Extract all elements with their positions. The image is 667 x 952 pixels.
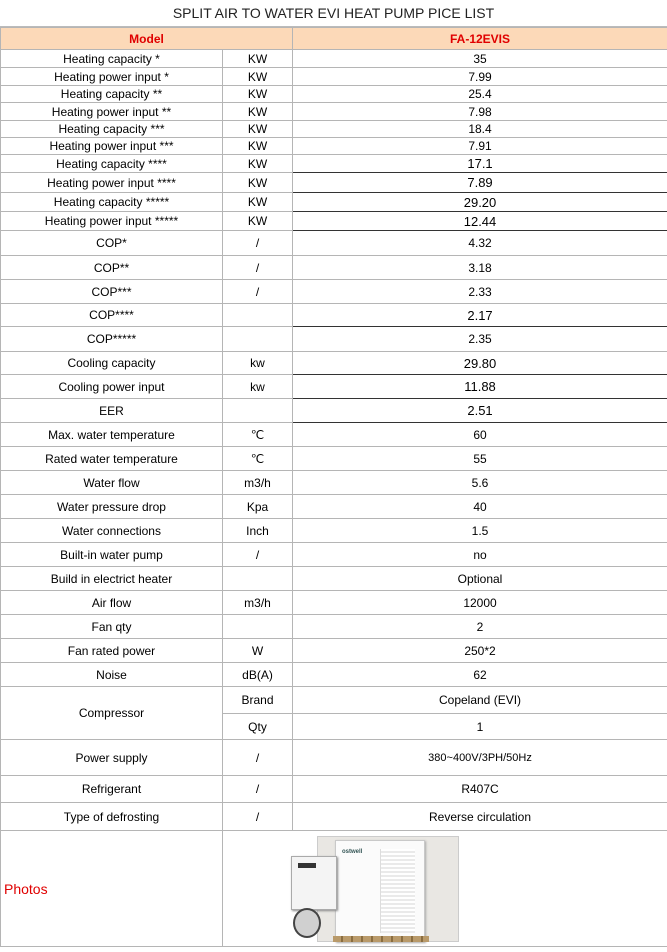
spec-param: Heating capacity ***: [1, 121, 223, 138]
spec-row: [1, 193, 667, 212]
spec-unit: KW: [223, 50, 293, 68]
spec-param: Heating power input ****: [1, 173, 223, 193]
spec-unit: /: [223, 280, 293, 304]
spec-param: Heating capacity ****: [1, 155, 223, 173]
compressor-qty-value: 1: [293, 714, 667, 740]
spec-unit: ℃: [223, 447, 293, 471]
spec-row: [1, 138, 667, 155]
spec-row: [1, 103, 667, 121]
spec-row: [1, 121, 667, 138]
compressor-qty-label: Qty: [223, 714, 293, 740]
spec-param: Power supply: [1, 740, 223, 776]
spec-row: [1, 256, 667, 280]
spec-unit: /: [223, 231, 293, 256]
spec-value: 35: [293, 50, 667, 68]
spec-unit: kw: [223, 375, 293, 399]
compressor-row: [1, 687, 667, 714]
spec-param: Air flow: [1, 591, 223, 615]
spec-unit: KW: [223, 173, 293, 193]
spec-unit: m3/h: [223, 591, 293, 615]
compressor-brand-label: Brand: [223, 687, 293, 714]
spec-row: [1, 375, 667, 399]
spec-value: 18.4: [293, 121, 667, 138]
compressor-brand-value: Copeland (EVI): [293, 687, 667, 714]
spec-param: COP****: [1, 304, 223, 327]
spec-unit: KW: [223, 155, 293, 173]
spec-unit: kw: [223, 352, 293, 375]
spec-row: [1, 447, 667, 471]
spec-param: Rated water temperature: [1, 447, 223, 471]
spec-row: [1, 68, 667, 86]
spec-unit: [223, 304, 293, 327]
spec-unit: [223, 399, 293, 423]
spec-param: Heating power input *: [1, 68, 223, 86]
spec-table: [0, 27, 667, 947]
spec-value: 60: [293, 423, 667, 447]
spec-param: COP*: [1, 231, 223, 256]
spec-value: 4.32: [293, 231, 667, 256]
spec-unit: KW: [223, 212, 293, 231]
spec-value: 40: [293, 495, 667, 519]
spec-row: [1, 352, 667, 375]
spec-param: Water connections: [1, 519, 223, 543]
spec-value: 62: [293, 663, 667, 687]
spec-param: Built-in water pump: [1, 543, 223, 567]
spec-row: [1, 615, 667, 639]
spec-row: [1, 740, 667, 776]
compressor-label: Compressor: [1, 687, 223, 740]
controller-screen: [298, 863, 316, 868]
spec-value: no: [293, 543, 667, 567]
spec-value: 2.33: [293, 280, 667, 304]
spec-param: COP*****: [1, 327, 223, 352]
sheet-title: SPLIT AIR TO WATER EVI HEAT PUMP PICE LIST: [0, 0, 667, 27]
indoor-unit-image: [291, 856, 337, 910]
spec-row: [1, 519, 667, 543]
spec-unit: /: [223, 256, 293, 280]
spec-value: 2: [293, 615, 667, 639]
spec-unit: KW: [223, 121, 293, 138]
spec-unit: KW: [223, 103, 293, 121]
spec-value: 5.6: [293, 471, 667, 495]
spec-row: [1, 471, 667, 495]
spec-value: 250*2: [293, 639, 667, 663]
spec-value: R407C: [293, 776, 667, 803]
spec-value: 29.20: [293, 193, 667, 212]
spec-unit: /: [223, 803, 293, 831]
spec-value: 3.18: [293, 256, 667, 280]
spec-param: COP**: [1, 256, 223, 280]
spec-row: [1, 399, 667, 423]
spec-param: COP***: [1, 280, 223, 304]
spec-value: 2.51: [293, 399, 667, 423]
spec-row: [1, 50, 667, 68]
spec-row: [1, 86, 667, 103]
spec-param: Cooling power input: [1, 375, 223, 399]
spec-row: [1, 173, 667, 193]
spec-unit: [223, 567, 293, 591]
spec-value: 7.89: [293, 173, 667, 193]
spec-unit: W: [223, 639, 293, 663]
spec-row: [1, 155, 667, 173]
spec-unit: KW: [223, 86, 293, 103]
spec-row: [1, 231, 667, 256]
spec-row: [1, 304, 667, 327]
spec-value: 2.17: [293, 304, 667, 327]
spec-unit: KW: [223, 68, 293, 86]
spec-value: 12.44: [293, 212, 667, 231]
photos-label: Photos: [1, 831, 223, 947]
spec-value: 1.5: [293, 519, 667, 543]
spec-value: 7.98: [293, 103, 667, 121]
spec-param: Type of defrosting: [1, 803, 223, 831]
spec-param: EER: [1, 399, 223, 423]
spec-param: Fan rated power: [1, 639, 223, 663]
spec-param: Water flow: [1, 471, 223, 495]
spec-value: 7.99: [293, 68, 667, 86]
spec-value: 25.4: [293, 86, 667, 103]
spec-value: 380~400V/3PH/50Hz: [293, 740, 667, 776]
model-header-row: [1, 28, 667, 50]
unit-grille: [380, 849, 415, 933]
spec-unit: Kpa: [223, 495, 293, 519]
product-photo: [223, 831, 667, 947]
spec-param: Refrigerant: [1, 776, 223, 803]
brand-logo: ostwell: [342, 848, 363, 855]
spec-row: [1, 776, 667, 803]
spec-param: Heating capacity *: [1, 50, 223, 68]
outdoor-unit-image: [335, 840, 425, 942]
spec-param: Noise: [1, 663, 223, 687]
spec-value: Optional: [293, 567, 667, 591]
spec-param: Max. water temperature: [1, 423, 223, 447]
spec-unit: m3/h: [223, 471, 293, 495]
spec-row: [1, 495, 667, 519]
spec-unit: KW: [223, 138, 293, 155]
spec-row: [1, 212, 667, 231]
spec-param: Heating power input **: [1, 103, 223, 121]
spec-unit: ℃: [223, 423, 293, 447]
spec-row: [1, 543, 667, 567]
spec-unit: Inch: [223, 519, 293, 543]
spec-unit: /: [223, 776, 293, 803]
spec-row: [1, 280, 667, 304]
spec-param: Heating power input ***: [1, 138, 223, 155]
spec-unit: [223, 615, 293, 639]
model-label: Model: [1, 28, 293, 50]
spec-row: [1, 327, 667, 352]
spec-param: Heating capacity **: [1, 86, 223, 103]
spec-value: 12000: [293, 591, 667, 615]
spec-row: [1, 591, 667, 615]
spec-value: 2.35: [293, 327, 667, 352]
spec-row: [1, 663, 667, 687]
heat-pump-photo: [223, 832, 667, 946]
spec-value: 11.88: [293, 375, 667, 399]
spec-param: Fan qty: [1, 615, 223, 639]
spec-param: Build in electrict heater: [1, 567, 223, 591]
model-name: FA-12EVIS: [293, 28, 667, 50]
spec-param: Cooling capacity: [1, 352, 223, 375]
pallet-image: [333, 936, 429, 942]
spec-param: Heating capacity *****: [1, 193, 223, 212]
spec-value: 17.1: [293, 155, 667, 173]
water-pump-image: [293, 908, 321, 938]
spec-unit: /: [223, 543, 293, 567]
spec-row: [1, 567, 667, 591]
photos-row: [1, 831, 667, 947]
spec-unit: /: [223, 740, 293, 776]
spec-value: Reverse circulation: [293, 803, 667, 831]
spec-value: 29.80: [293, 352, 667, 375]
spec-unit: dB(A): [223, 663, 293, 687]
spec-unit: KW: [223, 193, 293, 212]
spec-unit: [223, 327, 293, 352]
spec-param: Heating power input *****: [1, 212, 223, 231]
spec-value: 7.91: [293, 138, 667, 155]
spec-row: [1, 803, 667, 831]
spec-param: Water pressure drop: [1, 495, 223, 519]
spec-row: [1, 639, 667, 663]
spec-value: 55: [293, 447, 667, 471]
spec-row: [1, 423, 667, 447]
